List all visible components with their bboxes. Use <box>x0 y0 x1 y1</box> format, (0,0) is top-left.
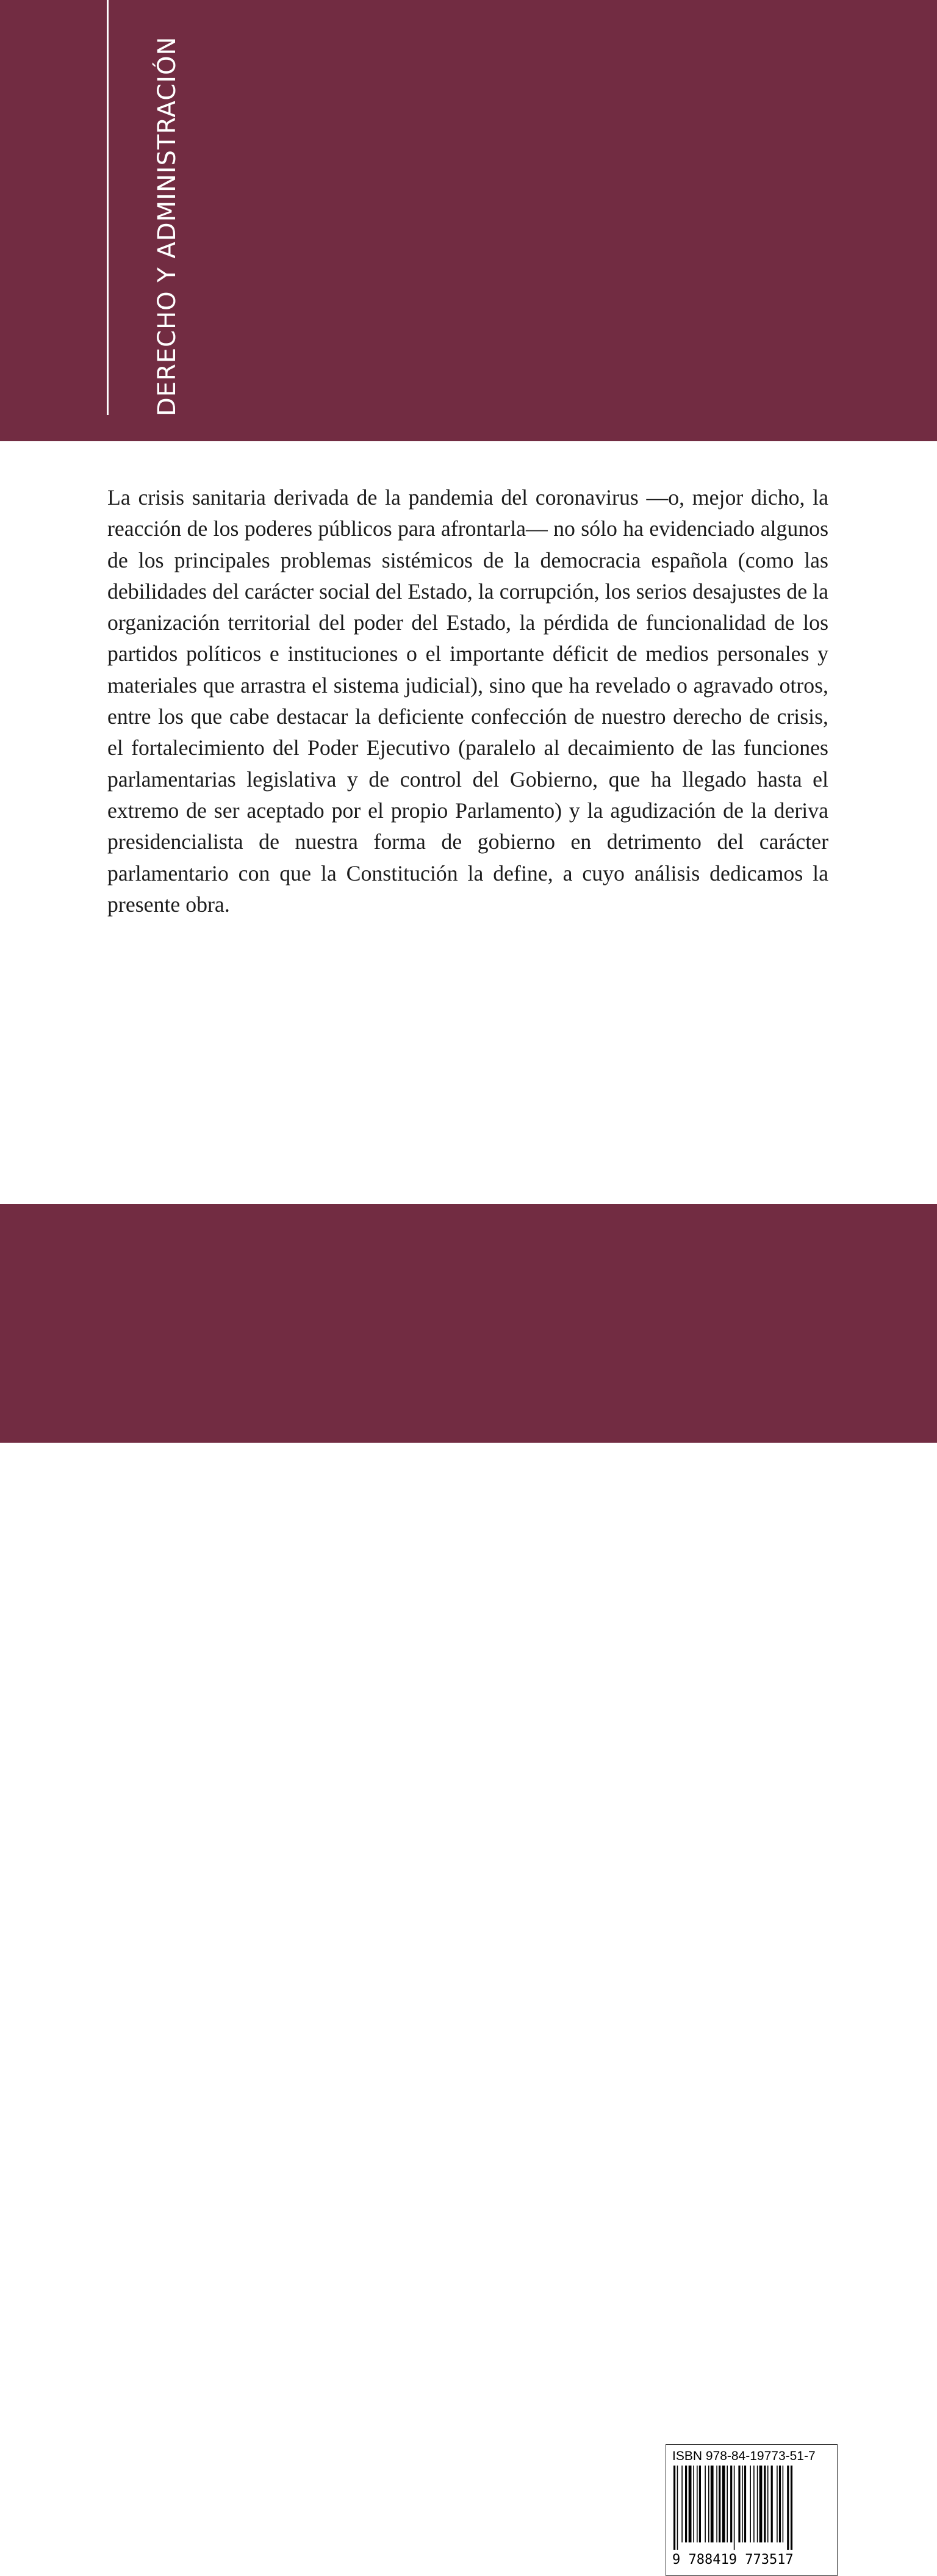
isbn-label: ISBN 978-84-19773-51-7 <box>672 2449 816 2463</box>
barcode-box <box>666 2444 838 2576</box>
series-divider-line <box>107 0 109 415</box>
barcode-icon <box>672 2466 831 2550</box>
atelier-a-logo-icon <box>109 2473 206 2571</box>
back-cover-blurb: La crisis sanitaria derivada de la pandemia del coronavirus —o, mejor dicho, la reacción de los poderes públicos para afrontarla— no sólo ha evidenciado algunos de los principales problemas sistémicos de la democracia española (como las debilidades del carácter social del Estado, la corrupción, los serios desajustes de la organización territorial del poder del Estado, la pérdida de funcionalidad de los partidos políticos e instituciones o el importante déficit de medios personales y materiales que arrastra el sistema judicial), sino que ha revelado o agravado otros, entre los que cabe destacar la deficiente confección de nuestro derecho de crisis, el fortalecimiento del Poder Ejecutivo (paralelo al decaimiento de las funciones parlamentarias legislativa y de control del Gobierno, que ha llegado hasta el extremo de ser aceptado por el propio Parlamento) y la agudización de la deriva presidencialista de nuestra forma de gobierno en detrimento del carácter parlamentario con que la Constitución la define, a cuyo análisis dedicamos la presente obra. <box>107 485 828 917</box>
bottom-band <box>0 1204 937 2570</box>
publisher-subtitle: LIBROS JURÍDICOS <box>215 2552 380 2570</box>
barcode-digits: 9 788419 773517 <box>672 2552 794 2567</box>
top-band <box>0 0 937 441</box>
series-title: DERECHO Y ADMINISTRACIÓN <box>153 36 181 416</box>
publisher-name: Atelier <box>214 2494 363 2553</box>
